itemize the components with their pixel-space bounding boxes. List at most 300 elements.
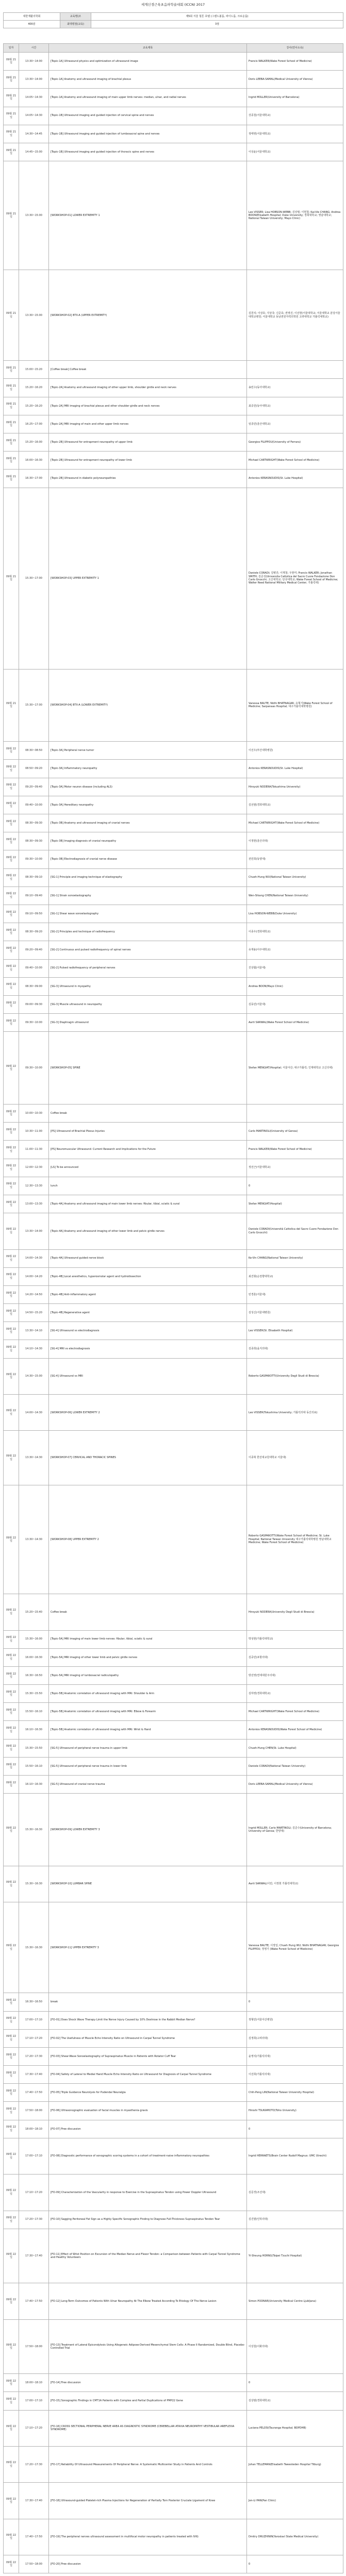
program-row <box>4 1993 343 2011</box>
row-day: 09월 22일 <box>4 995 19 1013</box>
row-topic: [FO-03] Shear-Wave Sonoelastography of Supraspinatus Muscle in Patients with Rotator Cuff Tear <box>49 2047 247 2065</box>
program-row <box>4 1304 343 1322</box>
row-time: 15:30~16:00 <box>19 1630 49 1648</box>
row-day: 09월 22일 <box>4 1340 19 1358</box>
row-day: 09월 21일 <box>4 361 19 379</box>
program-row <box>4 1431 343 1485</box>
row-topic: [Topic-2B] Ultrasound for entrapment neuropathy of upper limb <box>49 433 247 451</box>
row-topic: [Topic-3A] Hereditary neuropathy <box>49 796 247 814</box>
row-speaker: Stefan MENGIAT(Hospital) <box>247 1195 343 1213</box>
row-day: 09월 22일 <box>4 2555 19 2573</box>
row-topic: [WORKSHOP-08] UPPER EXTREMITY 2 <box>49 1485 247 1594</box>
row-time: 14:20~14:50 <box>19 1285 49 1303</box>
program-row <box>4 669 343 742</box>
program-row <box>4 1685 343 1703</box>
program-row <box>4 1159 343 1177</box>
row-topic: [Topic-3A] Motor neuron disease (including ALS) <box>49 778 247 796</box>
row-topic: [WORKSHOP-11] UPPER EXTREMITY 3 <box>49 1902 247 1993</box>
program-row <box>4 379 343 397</box>
row-speaker: Johan TELLEMAN(Elisabeth Tweesteden Hospital Tilburg) <box>247 2447 343 2483</box>
row-topic: [Topic-4B] Regenerative agent <box>49 1304 247 1322</box>
program-row <box>4 2011 343 2029</box>
header-day: 일자 <box>4 44 19 53</box>
row-speaker: 김상범(경희대학교) <box>247 2392 343 2410</box>
program-row <box>4 941 343 959</box>
row-day: 09월 22일 <box>4 1902 19 1993</box>
row-speaker: 최진형(순천향대학교) <box>247 1267 343 1285</box>
row-topic: [WORKSHOP-03] UPPER EXTREMITY 1 <box>49 488 247 669</box>
row-speaker: 윤영석(가톨릭의대) <box>247 2047 343 2065</box>
row-speaker: Yi-Sheung HORNG(Taipei Tzuchi Hospital) <box>247 2229 343 2283</box>
row-topic: [WORKSHOP-09] LOWER EXTREMITY 3 <box>49 1794 247 1866</box>
row-speaker: Michael CARTWRIGHT(Wake Forest School of Medicine) <box>247 1703 343 1721</box>
row-time: 16:10~16:30 <box>19 1721 49 1739</box>
row-speaker: 정형민(서울아산병원) <box>247 2011 343 2029</box>
row-topic: [Topic-5A] MRI imaging of lumbosacral radiculopathy <box>49 1666 247 1684</box>
row-time: 15:30~16:30 <box>19 1866 49 1902</box>
row-topic: Coffee break <box>49 1594 247 1630</box>
program-row <box>4 995 343 1013</box>
row-topic: [Topic-2A] Anatomy and ultrasound imaging of other upper limb, shoulder girdle and neck nerves <box>49 379 247 397</box>
credits-value: 3점 <box>91 21 343 28</box>
program-row <box>4 361 343 379</box>
program-row <box>4 886 343 905</box>
row-topic: [SG-1] Principle and imaging technique of elastography <box>49 868 247 886</box>
row-time: 11:00~11:30 <box>19 1141 49 1159</box>
row-topic: [SG-5] Ultrasound of peripheral nerve trauma in lower limb <box>49 1757 247 1775</box>
row-speaker: 김정희(고려의대) <box>247 2029 343 2047</box>
program-row <box>4 2047 343 2065</box>
program-row <box>4 1703 343 1721</box>
row-topic: [FO-06] Ultrasonographic evaluation of facial muscles in myasthenia gravis <box>49 2102 247 2120</box>
row-day: 09월 22일 <box>4 1322 19 1340</box>
row-time: 17:00~17:10 <box>19 2392 49 2410</box>
row-speaker: 강종철(서울대학교) <box>247 107 343 125</box>
row-time: 17:10~17:20 <box>19 2029 49 2047</box>
row-time: 14:30~14:45 <box>19 125 49 143</box>
row-day: 09월 22일 <box>4 1485 19 1594</box>
header-time: 시간 <box>19 44 49 53</box>
program-row <box>4 1032 343 1105</box>
row-time: 14:05~14:30 <box>19 107 49 125</box>
row-time: 17:30~17:40 <box>19 2229 49 2283</box>
row-time: 14:05~14:30 <box>19 89 49 107</box>
program-row <box>4 107 343 125</box>
row-topic: [SG-4] MRI vs electrodiagnosis <box>49 1340 247 1358</box>
row-topic: [SG-1] Shear wave sonoelastography <box>49 905 247 923</box>
row-topic: [SG-5] Ultrasound of cranial nerve trauma <box>49 1776 247 1794</box>
row-speaker: Doris LEEBA-SAMAL(Medical University of Vienna) <box>247 1776 343 1794</box>
row-speaker: Michael CARTWRIGHT(Wake Forest School of Medicine) <box>247 814 343 832</box>
row-day: 09월 22일 <box>4 1032 19 1105</box>
row-day: 09월 22일 <box>4 1739 19 1757</box>
row-speaker: 0 <box>247 2374 343 2392</box>
row-day: 09월 21일 <box>4 89 19 107</box>
row-time: 13:30~14:00 <box>19 53 49 71</box>
row-speaker <box>247 1105 343 1123</box>
row-topic: [Topic-3B] Imaging diagnosis of cranial neuropathy <box>49 832 247 850</box>
row-speaker: Leo VISSER(St. Elisabeth Hospital) <box>247 1322 343 1340</box>
course-label: 교육명(조 <box>60 13 91 21</box>
row-speaker: 김종희(을지의대) <box>247 1340 343 1358</box>
row-time: 18:00~18:10 <box>19 2374 49 2392</box>
row-topic: [Topic-2A] MRI imaging of brachial plexus and other shoulder girdle and neck nerves <box>49 397 247 415</box>
row-speaker: Vanessa BAUTE; Nidhi BHATNAGAR; 유형기(Wake Forest School of Medicine; Sarpanaas Hospital; 대구가톨릭대학병원) <box>247 669 343 742</box>
row-time: 09:30~10:00 <box>19 850 49 868</box>
row-day: 09월 22일 <box>4 2174 19 2211</box>
program-row <box>4 1141 343 1159</box>
row-time: 14:45~15:00 <box>19 143 49 161</box>
row-day: 09월 22일 <box>4 796 19 814</box>
program-row <box>4 415 343 433</box>
row-day: 09월 21일 <box>4 379 19 397</box>
program-row <box>4 832 343 850</box>
row-topic: [Topic-4B] Local anesthetics, hyperosmolar agent and hydrodissection <box>49 1267 247 1285</box>
row-day: 09월 22일 <box>4 1395 19 1431</box>
row-speaker: Leo VISSER(Tokushima University; 가톨릭의대 동산의료) <box>247 1395 343 1431</box>
row-topic: [FO-11] Effect of Wrist Position on Excursion of the Median Nerve and Flexor Tendon: a Comparison between Patients with Carpal Tunnel Syndrome and Healthy Volunteers <box>49 2229 247 2283</box>
row-day: 09월 21일 <box>4 53 19 71</box>
row-speaker: Antonios KERASNOUDIS(St. Luke Hospital) <box>247 760 343 778</box>
row-day: 09월 21일 <box>4 488 19 669</box>
row-topic: [Topic-5B] Anatomic correlation of ultrasound imaging with MRI: Shoulder & Arm <box>49 1685 247 1703</box>
row-speaker: Roberto GASPAROTTI(University Degli Studi di Brescia) <box>247 1358 343 1394</box>
row-speaker: Daniele CORADI; 김병진; 이재철; 우현미; Francis WALKER; Jonathan SMITH; 김준성(Universita Cattolica del Sacro Cuore Fondazione Don Carlo Gnocchi; 고신대학교; 단국대학교; Wake Forest School of Medicine; Walter Reed National Military Medical Center; 가톨릭대) <box>247 488 343 669</box>
row-day: 09월 22일 <box>4 2410 19 2446</box>
row-time: 17:50~18:00 <box>19 2102 49 2120</box>
row-time: 17:10~17:20 <box>19 2410 49 2446</box>
row-topic: [FO-19] The peripheral nerves ultrasound assessment in multifocal motor neuropathy in patients treated with IVIG <box>49 2519 247 2555</box>
row-topic: [FO-10] Sagging Peritoneal Fat Sign as a Highly Specific Sonographic Finding to Diagnose Full-Thickness Supraspinatus Tendon Tear <box>49 2211 247 2229</box>
row-day: 09월 22일 <box>4 1630 19 1648</box>
row-topic: [SG-3] Muscle ultrasound in neuropathy <box>49 995 247 1013</box>
row-time: 13:30~15:00 <box>19 161 49 270</box>
row-topic: break <box>49 1993 247 2011</box>
row-time: 10:00~10:30 <box>19 1105 49 1123</box>
row-time: 15:30~17:00 <box>19 669 49 742</box>
row-speaker: 이종혁 한선대교원대학교 서울대) <box>247 1431 343 1485</box>
program-row <box>4 1757 343 1775</box>
row-day: 09월 22일 <box>4 850 19 868</box>
row-day: 09월 21일 <box>4 415 19 433</box>
program-row <box>4 1794 343 1866</box>
row-speaker: Daniele CORADI(National Taiwan University) <box>247 1757 343 1775</box>
program-row <box>4 977 343 995</box>
row-speaker: Hiroshi TSUKAMOTO(Toho University) <box>247 2102 343 2120</box>
row-topic: [WORKSHOP-07] CERVICAL AND THORACIC SPINES <box>49 1431 247 1485</box>
program-row <box>4 796 343 814</box>
row-topic: [FO-16] CROSS SECTIONAL PERIPHERAL NERVE AREA AS DIAGNOSTIC SYNDROME (CEREBELLAR ATAXIA NEUROPATHY VESTIBULAR AREFLEXIA SYNDROME) <box>49 2410 247 2446</box>
row-speaker: Daniele CORADI(Università Cattolica del Sacro Cuore Fondazione Don Carlo Gnocchi) <box>247 1213 343 1249</box>
row-topic: [Topic-5B] Anatomic correlation of ultrasound imaging with MRI: Wrist & Hand <box>49 1721 247 1739</box>
program-row <box>4 451 343 470</box>
program-row <box>4 905 343 923</box>
row-day: 09월 22일 <box>4 1304 19 1322</box>
row-day: 09월 22일 <box>4 814 19 832</box>
row-topic: [Topic-3B] Anatomy and ultrasound imaging of cranial nerves <box>49 814 247 832</box>
row-day: 09월 22일 <box>4 2084 19 2102</box>
program-row <box>4 53 343 71</box>
row-time: 17:50~18:00 <box>19 2555 49 2573</box>
row-day: 09월 22일 <box>4 2047 19 2065</box>
program-row <box>4 1358 343 1394</box>
program-header-row <box>4 44 343 53</box>
row-speaker: Jen-Li PAN(Pan Clinic) <box>247 2483 343 2519</box>
program-row <box>4 270 343 361</box>
row-time: 17:20~17:30 <box>19 2047 49 2065</box>
row-topic: [FO-12] Long-Term Outcomes of Patients With Ulnar Neuropathy At The Elbow Treated According To Etiology Of The Nerve Lesion <box>49 2283 247 2319</box>
row-speaker: 유재용(아주대학교) <box>247 941 343 959</box>
row-time: 15:30~17:00 <box>19 488 49 669</box>
row-day: 09월 22일 <box>4 1267 19 1285</box>
row-speaker: 김동민(서울대) <box>247 995 343 1013</box>
credits-label: 최대평점(교육) <box>60 21 91 28</box>
row-time: 13:30~15:00 <box>19 270 49 361</box>
row-speaker: Chueh-Hung CHEN(St. Luke Hospital) <box>247 1739 343 1757</box>
row-speaker: 김문경(조선대) <box>247 2174 343 2211</box>
row-topic: [Topic-1B] Ultrasound imaging and guided injection of lumbosacral spine and nerves <box>49 125 247 143</box>
row-speaker: Stefan MENGIAT(Hospital; 서울아산; 대구가톨릭; 인제대학교 고신의대) <box>247 1032 343 1105</box>
program-row <box>4 2120 343 2138</box>
row-time: 14:00~14:20 <box>19 1267 49 1285</box>
row-topic: [SG-2] Continuous and pulsed radiofrequency of spinal nerves <box>49 941 247 959</box>
row-day: 09월 22일 <box>4 2283 19 2319</box>
program-row <box>4 1739 343 1757</box>
row-speaker: Antonios KERASNOUDIS(Wake Forest School of Medicine) <box>247 1721 343 1739</box>
row-speaker: Luciana PELOSI(Tauranga Hospital; BOPDHB) <box>247 2410 343 2446</box>
row-day: 09월 22일 <box>4 1195 19 1213</box>
row-day: 09월 22일 <box>4 1721 19 1739</box>
row-topic: [Topic-2B] Ultrasound for entrapment neuropathy of lower limb <box>49 451 247 470</box>
program-row <box>4 2519 343 2555</box>
row-day: 09월 22일 <box>4 868 19 886</box>
program-row <box>4 814 343 832</box>
row-day: 09월 22일 <box>4 742 19 760</box>
program-row <box>4 1630 343 1648</box>
row-time: 09:30~10:00 <box>19 1032 49 1105</box>
row-topic: [Coffee break] Coffee break <box>49 361 247 379</box>
row-topic: [SG-4] Ultrasound vs electrodiagnosis <box>49 1322 247 1340</box>
row-speaker: 전민희(동양대) <box>247 850 343 868</box>
row-day: 09월 21일 <box>4 143 19 161</box>
row-speaker: 이선우(부산대학병원) <box>247 742 343 760</box>
row-time: 08:30~09:10 <box>19 868 49 886</box>
row-time: 18:00~18:10 <box>19 2120 49 2138</box>
row-time: 09:40~10:00 <box>19 959 49 977</box>
program-row <box>4 2319 343 2374</box>
row-time: 12:30~13:30 <box>19 1177 49 1195</box>
row-time: 08:30~09:20 <box>19 923 49 941</box>
row-time: 08:30~09:00 <box>19 977 49 995</box>
row-time: 16:30~16:50 <box>19 1993 49 2011</box>
row-speaker: 김중민(포항의대) <box>247 1648 343 1666</box>
row-speaker: Ingrid HERRAETS(Brain Center Rudolf Magnus: UMC Utrecht) <box>247 2138 343 2174</box>
row-topic: [SG-5] Ultrasound of peripheral nerve trauma in upper limb <box>49 1739 247 1757</box>
row-topic: [SG-1] Strain sonoelastography <box>49 886 247 905</box>
row-day: 09월 22일 <box>4 923 19 941</box>
row-topic: [FO-07] Free discussion <box>49 2120 247 2138</box>
row-day: 09월 22일 <box>4 1866 19 1902</box>
row-speaker: 이정현(울산의대) <box>247 832 343 850</box>
program-row <box>4 2229 343 2283</box>
program-row <box>4 2410 343 2446</box>
row-speaker: 이선희(가톨릭의대) <box>247 2066 343 2084</box>
program-row <box>4 1285 343 1303</box>
program-row <box>4 488 343 669</box>
row-topic: [Topic-4B] Anti-inflammatory agent <box>49 1285 247 1303</box>
row-day: 09월 22일 <box>4 2138 19 2174</box>
row-day: 09월 22일 <box>4 1141 19 1159</box>
row-speaker: Georgios FILIPPOU(University of Ferrara) <box>247 433 343 451</box>
row-day: 09월 22일 <box>4 1213 19 1249</box>
row-time: 10:30~11:00 <box>19 1123 49 1141</box>
program-row <box>4 143 343 161</box>
row-day: 09월 22일 <box>4 1794 19 1866</box>
row-day: 09월 22일 <box>4 1703 19 1721</box>
row-speaker: 김원석; 이상호; 지상국; 신준호; 권영진; 이선현(서울대학교; 서울대학교 분당서울대학교병원; 서울대학교 동남권원자력의학원 고려대학교 가톨릭대학교) <box>247 270 343 361</box>
row-speaker: 민경훈(서울대) <box>247 1285 343 1303</box>
row-speaker: Wen-Shiang CHEN(National Taiwan University) <box>247 886 343 905</box>
row-time: 13:30~14:00 <box>19 1213 49 1249</box>
row-time: 14:50~15:20 <box>19 1304 49 1322</box>
program-row <box>4 2283 343 2319</box>
row-topic: [FO-09] Characterization of the Vascularity in response to Exercise in the Supraspinatus Tendon using Power Doppler Ultrasound <box>49 2174 247 2211</box>
program-row <box>4 778 343 796</box>
program-row <box>4 71 343 89</box>
row-day: 09월 22일 <box>4 886 19 905</box>
row-time: 14:30~15:00 <box>19 1358 49 1394</box>
row-speaker: Carlo MARTINOLI(University of Genoa) <box>247 1123 343 1141</box>
row-day: 09월 21일 <box>4 270 19 361</box>
row-day: 09월 22일 <box>4 1685 19 1703</box>
row-time: 15:30~15:50 <box>19 1739 49 1757</box>
row-time: 08:30~09:30 <box>19 814 49 832</box>
row-day: 09월 21일 <box>4 433 19 451</box>
program-row <box>4 2555 343 2573</box>
program-row <box>4 397 343 415</box>
row-topic: [WORKSHOP-04] BTX-A (LOWER EXTREMITY) <box>49 669 247 742</box>
program-row <box>4 850 343 868</box>
row-time: 09:20~09:40 <box>19 778 49 796</box>
row-topic: [Topic-1B] Ultrasound imaging and guided injection of thoracic spine and nerves <box>49 143 247 161</box>
row-day: 09월 22일 <box>4 2120 19 2138</box>
row-time: 13:30~14:00 <box>19 71 49 89</box>
row-speaker: 0 <box>247 2555 343 2573</box>
program-row <box>4 2066 343 2084</box>
program-row <box>4 1249 343 1267</box>
program-row <box>4 125 343 143</box>
program-row <box>4 2447 343 2483</box>
row-topic: Coffee break <box>49 1105 247 1123</box>
row-time: 17:40~17:50 <box>19 2519 49 2555</box>
row-speaker: 0 <box>247 1993 343 2011</box>
row-day: 09월 21일 <box>4 669 19 742</box>
program-row <box>4 2084 343 2102</box>
row-time: 15:20~16:20 <box>19 379 49 397</box>
row-speaker: Leo VISSER; Lisa HOBSON-WEBB; 김상범; 이현철; Kai-Vie CHANG; Andrea BOON(Elisabeth Hospital; Duke University; 경희대학교; 영남대학교; National Taiwan University; Mayo Clinic) <box>247 161 343 270</box>
row-day: 09월 22일 <box>4 1993 19 2011</box>
row-speaker: Chueh-Hung WU(National Taiwan University) <box>247 868 343 886</box>
row-day: 09월 22일 <box>4 1123 19 1141</box>
program-row <box>4 1395 343 1431</box>
program-row <box>4 1666 343 1684</box>
row-speaker: 이종우(경희대학교) <box>247 923 343 941</box>
row-day: 09월 22일 <box>4 2102 19 2120</box>
row-time: 17:10~17:20 <box>19 2174 49 2211</box>
row-topic: [FO-17] Reliability Of Ultrasound Measurements Of Peripheral Nerve: A Systematic Multicenter Study in Patients And Controls <box>49 2447 247 2483</box>
header-topic: 교육제목 <box>49 44 247 53</box>
row-time: 17:30~17:40 <box>19 2483 49 2519</box>
row-speaker: 김하영(경희대학교) <box>247 1685 343 1703</box>
row-topic: [Topic-4A] Anatomy and ultrasound imaging of main lower limb nerves: fibular, tibial, sciatic & sural <box>49 1195 247 1213</box>
row-speaker: 이상철(이화의대) <box>247 2319 343 2374</box>
row-time: 17:40~17:50 <box>19 2283 49 2319</box>
row-day: 09월 22일 <box>4 1014 19 1032</box>
row-day: 09월 22일 <box>4 1249 19 1267</box>
program-row <box>4 2211 343 2229</box>
row-time: 16:00~16:30 <box>19 451 49 470</box>
course-value: 제5회 서울 힐튼 호텔 (그랜드볼룸, 파이드룸, 크로운룸) <box>91 13 343 21</box>
row-speaker: 정선근(서울대학교) <box>247 1159 343 1177</box>
program-row <box>4 923 343 941</box>
header-speaker: 강사(연사소속) <box>247 44 343 53</box>
row-time: 09:30~10:00 <box>19 1014 49 1032</box>
organizer-value: 대한재활의학회 <box>4 13 60 21</box>
row-day: 09월 22일 <box>4 2447 19 2483</box>
row-topic: [SG-3] Diaphragm ultrasound <box>49 1014 247 1032</box>
row-speaker: 방선영(연세대원주의대) <box>247 1666 343 1684</box>
row-time: 13:30~14:30 <box>19 1431 49 1485</box>
program-row <box>4 1902 343 1993</box>
row-time: 16:25~17:00 <box>19 415 49 433</box>
row-topic: [Topic-1B] Ultrasound imaging and guided injection of cervical spine and nerves <box>49 107 247 125</box>
row-time: 15:20~15:40 <box>19 1594 49 1630</box>
row-topic: [FO-05] Triple Guidance Neurolysis for Pudendal Neuralgia <box>49 2084 247 2102</box>
row-topic: [SG-3] Ultrasound in myopathy <box>49 977 247 995</box>
row-topic: [FO-18] Ultrasound-guided Platelet-rich Plasma Injections for Regeneration of Partially Torn Posterior Cruciate Ligament of Knee <box>49 2483 247 2519</box>
row-day: 09월 22일 <box>4 778 19 796</box>
row-speaker: 송민수(동아대학교) <box>247 379 343 397</box>
row-topic: [SG-2] Pulsed radiofrequency of peripheral nerves <box>49 959 247 977</box>
row-time: 13:30~14:30 <box>19 1485 49 1594</box>
row-speaker: Simon PODNAR(University Medical Centre Ljubljana) <box>247 2283 343 2319</box>
program-row <box>4 760 343 778</box>
program-row <box>4 1322 343 1340</box>
row-topic: [Topic-5A] MRI imaging of other lower limb and pelvic girdle nerves <box>49 1648 247 1666</box>
row-speaker: Hiroyuki NODERA(University Degli Studi di Brescia) <box>247 1594 343 1630</box>
program-row <box>4 1014 343 1032</box>
row-topic: [FO-02] The Usefulness of Muscle Echo Intensity Ratio on Ultrasound in Carpal Tunnel Syndrome <box>49 2029 247 2047</box>
row-day: 09월 22일 <box>4 1757 19 1775</box>
row-day: 09월 21일 <box>4 161 19 270</box>
program-row <box>4 868 343 886</box>
row-topic: [FO-20] Free discussion <box>49 2555 247 2573</box>
page-title: 세계신경근육초음파학술대회 (ICCN) 2017 <box>141 3 205 7</box>
row-speaker: 최중원(동아대학교) <box>247 397 343 415</box>
program-row <box>4 2102 343 2120</box>
row-speaker <box>247 361 343 379</box>
program-row <box>4 1213 343 1249</box>
row-topic: [LS] To be announced <box>49 1159 247 1177</box>
program-row <box>4 1648 343 1666</box>
row-day: 09월 22일 <box>4 1648 19 1666</box>
row-topic: [PS] Ultrasound of Brachial Plexus Injuries <box>49 1123 247 1141</box>
program-row <box>4 1485 343 1594</box>
program-row <box>4 161 343 270</box>
row-day: 09월 22일 <box>4 1776 19 1794</box>
row-topic: [WORKSHOP-02] BTX-A (UPPER EXTREMITY) <box>49 270 247 361</box>
row-time: 15:50~16:10 <box>19 1757 49 1775</box>
